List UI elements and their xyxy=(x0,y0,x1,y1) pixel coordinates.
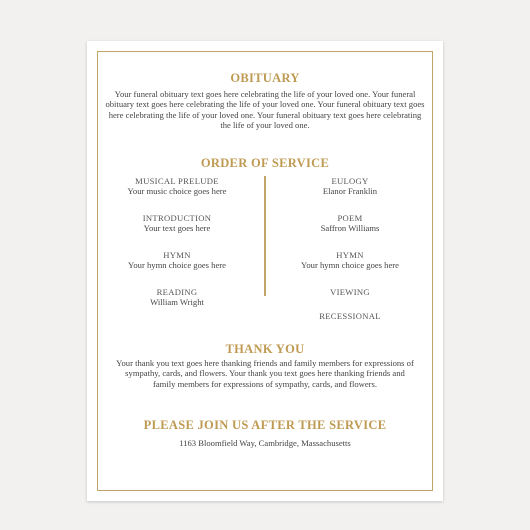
service-item-title: EULOGY xyxy=(331,176,369,186)
service-item-title: RECESSIONAL xyxy=(319,311,381,321)
service-item xyxy=(102,176,252,213)
service-column-left xyxy=(102,176,252,324)
after-service-heading: PLEASE JOIN US AFTER THE SERVICE xyxy=(143,418,387,432)
service-item xyxy=(102,213,252,250)
service-item-detail: Your hymn choice goes here xyxy=(128,260,226,271)
obituary-text: Your funeral obituary text goes here celebrating the life of your loved one. Your funeral obituary text goes here celebrating the life of your loved one. Your funeral obituary text goes here celebrating the life of your loved one. Your funeral obituary text goes here celebrating the life of your loved one. xyxy=(105,89,425,131)
service-item xyxy=(275,250,425,287)
after-service-address: 1163 Bloomfield Way, Cambridge, Massachusetts xyxy=(179,438,351,448)
service-item-detail: Your hymn choice goes here xyxy=(301,260,399,271)
service-column-right xyxy=(275,176,425,348)
service-item-title: VIEWING xyxy=(330,287,370,297)
service-item-title: POEM xyxy=(337,213,363,223)
service-item-detail: Your music choice goes here xyxy=(127,186,227,197)
service-item xyxy=(102,250,252,287)
service-item-detail: Saffron Williams xyxy=(320,223,380,234)
service-item-detail: Your text goes here xyxy=(143,223,211,234)
service-item xyxy=(102,287,252,324)
thank-you-heading: THANK YOU xyxy=(225,342,305,356)
service-item-detail: Elanor Franklin xyxy=(322,186,378,197)
service-item-detail: William Wright xyxy=(150,297,204,308)
service-item-title: HYMN xyxy=(163,250,191,260)
service-item xyxy=(275,176,425,213)
service-item-title: READING xyxy=(156,287,198,297)
program-card xyxy=(87,41,443,501)
service-item xyxy=(275,213,425,250)
obituary-heading: OBITUARY xyxy=(230,71,300,85)
service-item-title: HYMN xyxy=(336,250,364,260)
service-item-title: MUSICAL PRELUDE xyxy=(135,176,219,186)
thank-you-text: Your thank you text goes here thanking friends and family members for expressions of sympathy, cards, and flowers. Your thank you text goes here thanking friends and family members for expressions of sympathy, cards, and flowers. xyxy=(116,358,414,389)
service-item-title: INTRODUCTION xyxy=(142,213,212,223)
column-divider xyxy=(264,176,266,296)
order-of-service-heading: ORDER OF SERVICE xyxy=(200,156,330,170)
service-item xyxy=(275,287,425,311)
